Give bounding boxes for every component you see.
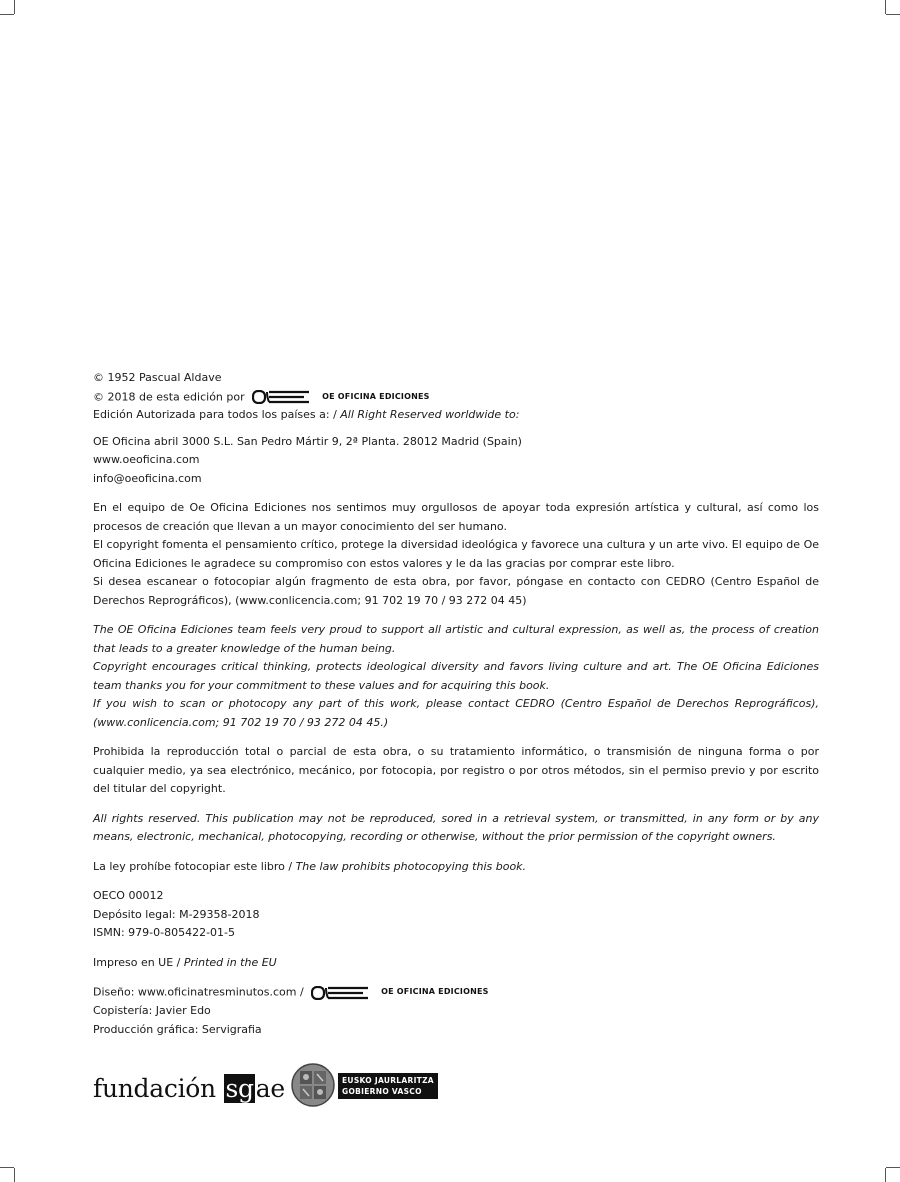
sponsor-logos — [93, 1062, 493, 1112]
law-en: The law prohibits photocopying this book. — [295, 859, 527, 873]
copyright-author: © 1952 Pascual Aldave — [93, 371, 222, 384]
copyright-edition — [93, 388, 819, 407]
publisher-brand-name: OE OFICINA EDICIONES — [322, 391, 430, 401]
oe-logo-icon — [252, 390, 310, 404]
ismn: ISMN: 979-0-805422-01-5 — [93, 926, 236, 940]
crop-mark-bottom-left-v — [14, 1168, 15, 1182]
law-es: La ley prohíbe fotocopiar este libro / — [93, 859, 293, 873]
basque-emblem-icon — [291, 1062, 335, 1108]
crop-mark-top-right-v — [885, 0, 886, 14]
oeco-code: OECO 00012 — [93, 889, 164, 903]
crop-mark-top-right — [886, 14, 900, 15]
printed-en: Printed in the EU — [183, 955, 277, 969]
prohibition-en: All rights reserved. This publication may not be reproduced, sored in a retrieval system, or transmitted, in any form or by any means, electronic, mechanical, photocopying, recording or otherwise, without the prior permission of the copyright owners. — [93, 811, 819, 844]
statement-es-1: En el equipo de Oe Oficina Ediciones nos sentimos muy orgullosos de apoyar toda expresión artística y cultural, así como los procesos de creación que llevan a un mayor conocimiento del ser humano. — [93, 501, 819, 533]
publisher-logo — [252, 388, 429, 407]
sgae-box: sg — [225, 1074, 254, 1103]
statement-en-3: If you wish to scan or photocopy any part of this work, please contact CEDRO (Centro Español de Derechos Reprográficos), (www.conlicencia.com; 91 702 19 70 / 93 272 04 45.) — [93, 697, 819, 729]
crop-mark-top-left — [0, 14, 14, 15]
design-brand-name: OE OFICINA EDICIONES — [381, 987, 489, 997]
statement-es-2: El copyright fomenta el pensamiento crítico, protege la diversidad ideológica y favorece una cultura y un arte vivo. El equipo de Oe Oficina Ediciones le agradece su compromiso con estos valores y le da las gracias por comprar este libro. — [93, 538, 819, 570]
fundacion-sgae-logo — [93, 1074, 285, 1103]
publisher-email: info@oeoficina.com — [93, 471, 202, 485]
crop-mark-top-left-v — [14, 0, 15, 14]
crop-mark-bottom-left — [0, 1167, 14, 1168]
gv-line-1: EUSKO JAURLARITZA — [342, 1076, 434, 1085]
prohibition-es: Prohibida la reproducción total o parcial de esta obra, o su tratamiento informático, o transmisión de ninguna forma o por cualquier medio, ya sea electrónico, mecánico, por fotocopia, por registro o por otros métodos, sin el permiso previo y por escrito del titular del copyright. — [93, 745, 819, 796]
publisher-address: OE Oficina abril 3000 S.L. San Pedro Mártir 9, 2ª Planta. 28012 Madrid (Spain) — [93, 434, 522, 448]
crop-mark-bottom-right-v — [885, 1168, 886, 1182]
copyist-credit: Copistería: Javier Edo — [93, 1004, 211, 1017]
copyright-edition-text: © 2018 de esta edición por — [93, 389, 245, 403]
design-publisher-logo — [311, 983, 488, 1002]
statement-en-2: Copyright encourages critical thinking, protects ideological diversity and favors living culture and art. The OE Oficina Ediciones team thanks you for your commitment to these values and for acquiring this book. — [93, 660, 819, 692]
printed-es: Impreso en UE / — [93, 955, 181, 969]
statement-en-1: The OE Oficina Ediciones team feels very proud to support all artistic and cultural expression, as well as, the process of creation that leads to a greater knowledge of the human being. — [93, 623, 819, 655]
rights-en: All Right Reserved worldwide to: — [340, 408, 520, 422]
colophon — [93, 369, 819, 1039]
rights-line — [93, 406, 819, 425]
gv-line-2: GOBIERNO VASCO — [342, 1087, 422, 1096]
oe-logo-icon — [311, 986, 369, 1000]
design-credit — [93, 983, 819, 1002]
printed-line — [93, 954, 819, 973]
gobierno-vasco-logo — [291, 1062, 451, 1110]
publisher-web: www.oeoficina.com — [93, 453, 200, 467]
production-credit: Producción gráfica: Servigrafia — [93, 1022, 262, 1036]
sgae-rest: ae — [255, 1074, 285, 1103]
design-credit-text: Diseño: www.oficinatresminutos.com / — [93, 985, 304, 999]
fundacion-word: fundación — [93, 1074, 216, 1103]
gobierno-vasco-text — [338, 1073, 438, 1099]
deposito-legal: Depósito legal: M-29358-2018 — [93, 907, 260, 921]
rights-es: Edición Autorizada para todos los países a: / — [93, 408, 337, 422]
crop-mark-bottom-right — [886, 1167, 900, 1168]
law-line — [93, 858, 819, 877]
statement-es-3: Si desea escanear o fotocopiar algún fragmento de esta obra, por favor, póngase en contacto con CEDRO (Centro Español de Derechos Reprográficos), (www.conlicencia.com; 91 702 19 70 / 93 272 04 45) — [93, 575, 819, 607]
